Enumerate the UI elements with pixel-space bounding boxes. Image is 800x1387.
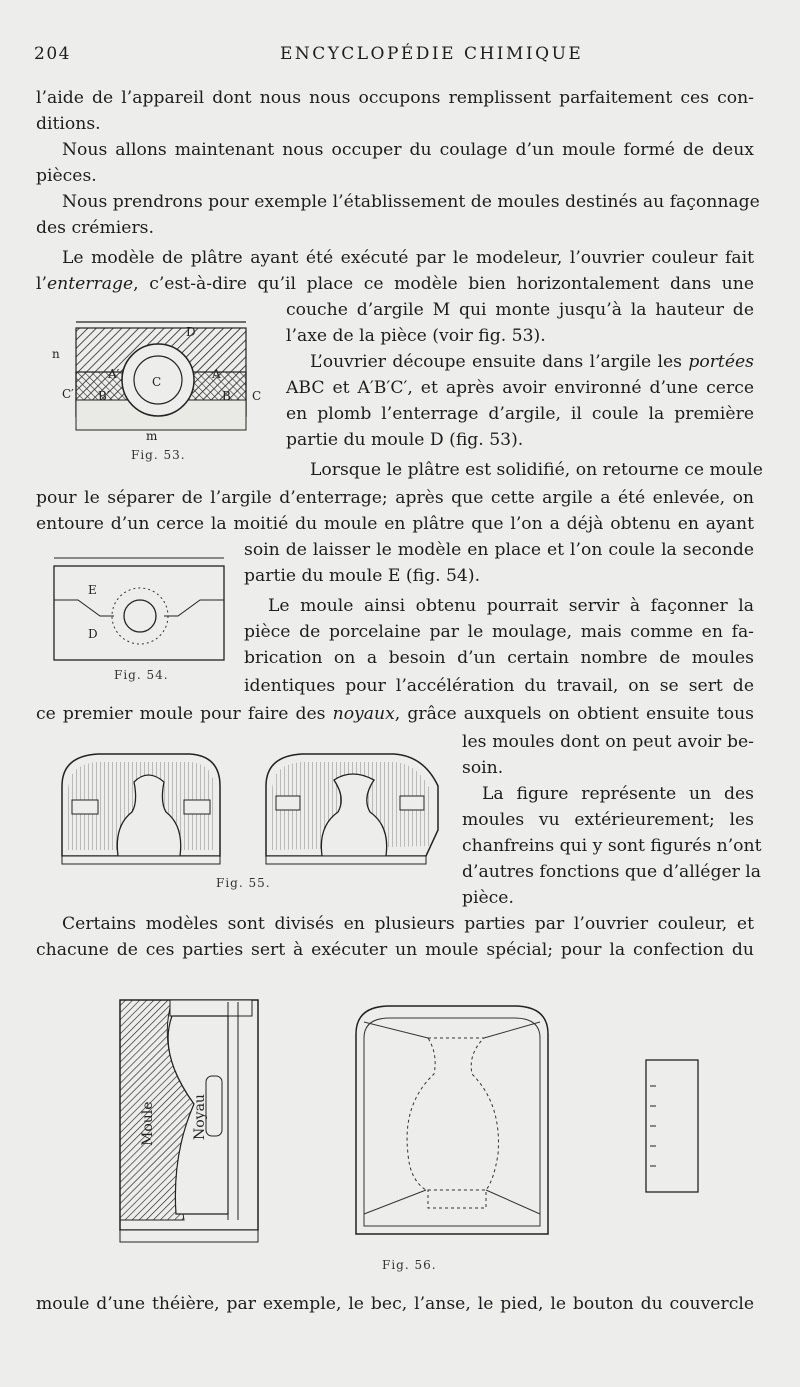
text-line: chanfreins qui y sont figurés n’ont <box>462 836 762 856</box>
text-line: l’aide de l’appareil dont nous nous occupons remplissent parfaitement ces con- <box>36 88 754 108</box>
text-line: Le modèle de plâtre ayant été exécuté par le modeleur, l’ouvrier couleur fait <box>62 248 754 268</box>
text-line: brication on a besoin d’un certain nombre de moules <box>244 648 754 668</box>
italic-term: noyaux <box>332 704 395 724</box>
text-line: Nous allons maintenant nous occuper du coulage d’un moule formé de deux <box>62 140 754 160</box>
figure-54-two-part-mould <box>48 554 228 666</box>
text-line: en plomb l’enterrage d’argile, il coule la première <box>286 404 754 424</box>
figure-55-mould-exterior <box>48 746 448 870</box>
text-line: moules vu extérieurement; les <box>462 810 754 830</box>
figure-caption: Fig. 56. <box>382 1258 437 1272</box>
figure-label: A′ <box>108 367 120 381</box>
text-line: les moules dont on peut avoir be- <box>462 732 754 752</box>
italic-term: portées <box>688 352 754 372</box>
text-line: ABC et A′B′C′, et après avoir environné d’une cerce <box>286 378 754 398</box>
figure-caption: Fig. 53. <box>131 448 186 462</box>
text-line: Lorsque le plâtre est solidifié, on retourne ce moule <box>310 460 763 480</box>
figure-label: B <box>222 389 231 403</box>
mould-view-right <box>266 754 438 864</box>
text-line: des crémiers. <box>36 218 154 238</box>
figure-label: C′ <box>62 387 74 401</box>
running-title: ENCYCLOPÉDIE CHIMIQUE <box>280 44 584 64</box>
text-line: couche d’argile M qui monte jusqu’à la hauteur de <box>286 300 754 320</box>
text-line: soin. <box>462 758 504 778</box>
figure-label: Noyau <box>192 1094 208 1140</box>
text-line: pièces. <box>36 166 97 186</box>
text-line: entoure d’un cerce la moitié du moule en plâtre que l’on a déjà obtenu en ayant <box>36 514 754 534</box>
text-line: partie du moule E (fig. 54). <box>244 566 481 586</box>
figure-caption: Fig. 55. <box>216 876 271 890</box>
figure-label: n <box>52 347 60 361</box>
text-line: ditions. <box>36 114 101 134</box>
figure-53-mould-diagram <box>48 308 264 458</box>
figure-label: E <box>88 583 97 597</box>
text-span: L’ouvrier découpe ensuite dans l’argile les <box>310 352 689 372</box>
text-line: La figure représente un des <box>482 784 754 804</box>
text-line <box>36 700 754 728</box>
section-drawing <box>120 1000 258 1242</box>
figure-label: C <box>252 389 262 403</box>
text-span: l’ <box>36 274 47 294</box>
text-line: pièce. <box>462 888 514 908</box>
lid-part-drawing <box>646 1060 698 1192</box>
figure-label: Moule <box>140 1101 156 1146</box>
text-line: Nous prendrons pour exemple l’établissement de moules destinés au façonnage <box>62 192 760 212</box>
running-header <box>34 44 760 66</box>
vase-mould-outline <box>356 1006 548 1234</box>
figure-caption: Fig. 54. <box>114 668 169 682</box>
mould-view-left <box>62 754 220 864</box>
figure-label: A <box>212 367 221 381</box>
figure-label: C <box>152 375 162 389</box>
text-span: , grâce auxquels on obtient ensuite tous <box>394 704 754 724</box>
figure-label: m <box>146 429 158 443</box>
text-line: soin de laisser le modèle en place et l’on coule la seconde <box>244 540 754 560</box>
italic-term: enterrage <box>46 274 134 294</box>
text-line: moule d’une théière, par exemple, le bec, l’anse, le pied, le bouton du couvercle <box>36 1294 754 1314</box>
text-line: pièce de porcelaine par le moulage, mais comme en fa- <box>244 622 754 642</box>
figure-label: B′ <box>98 389 110 403</box>
text-line: d’autres fonctions que d’alléger la <box>462 862 762 882</box>
figure-label: D <box>88 627 98 641</box>
text-line: Certains modèles sont divisés en plusieurs parties par l’ouvrier couleur, et <box>62 914 754 934</box>
figure-56-teapot-mould-parts <box>110 994 710 1252</box>
text-line: l’axe de la pièce (voir fig. 53). <box>286 326 546 346</box>
text-line <box>310 348 754 376</box>
text-line: pour le séparer de l’argile d’enterrage; après que cette argile a été enlevée, on <box>36 488 754 508</box>
figure-label: D <box>186 325 196 339</box>
text-span: ce premier moule pour faire des <box>36 704 333 724</box>
text-line <box>36 270 754 298</box>
text-line: identiques pour l’accélération du travail, on se sert de <box>244 676 754 696</box>
page-number: 204 <box>34 44 71 64</box>
text-line: partie du moule D (fig. 53). <box>286 430 524 450</box>
text-line: chacune de ces parties sert à exécuter un moule spécial; pour la confection du <box>36 940 754 960</box>
text-line: Le moule ainsi obtenu pourrait servir à façonner la <box>268 596 754 616</box>
text-span: , c’est-à-dire qu’il place ce modèle bien horizontalement dans une <box>133 274 754 294</box>
